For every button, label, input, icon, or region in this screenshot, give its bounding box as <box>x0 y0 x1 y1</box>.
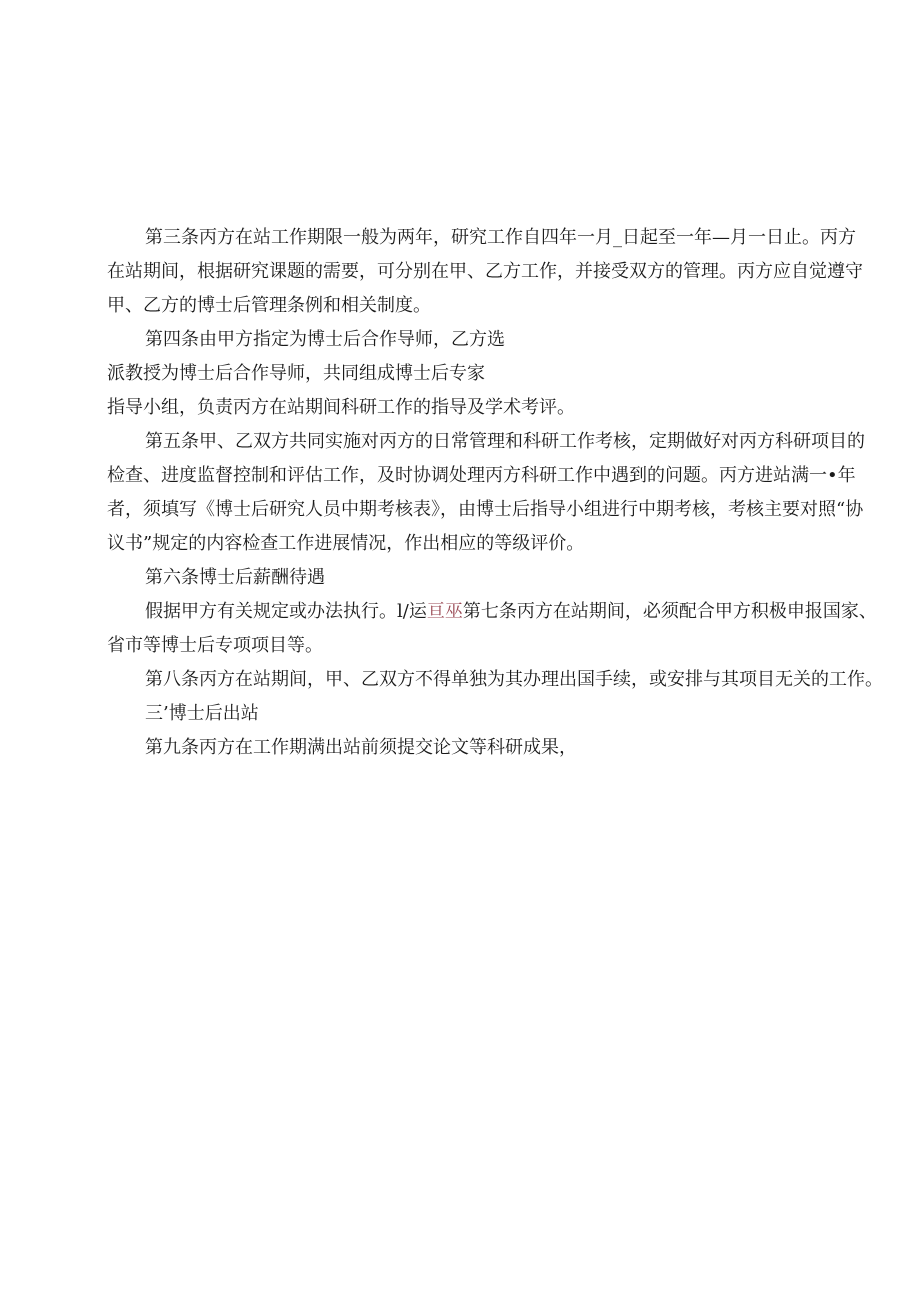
article-7-text: 第七条丙方在站期间，必须配合甲方积极申报国家、 <box>462 601 877 622</box>
article-8-line: 第八条丙方在站期间，甲、乙双方不得单独为其办理出国手续，或安排与其项目无关的工作。 <box>145 669 883 690</box>
article-3-line-1: 第三条丙方在站工作期限一般为两年，研究工作自四年一月_日起至一年—月一日止。丙方 <box>145 227 856 248</box>
article-4-line-2: 派教授为博士后合作导师，共同组成博士后专家 <box>107 363 485 384</box>
article-5-line-4: 议书”规定的内容检查工作进展情况，作出相应的等级评价。 <box>107 533 585 554</box>
document-body <box>107 226 887 770</box>
article-4-line-1: 第四条由甲方指定为博士后合作导师，乙方选 <box>145 329 505 350</box>
article-6-body-text: 假据甲方有关规定或办法执行。 <box>145 601 397 622</box>
article-5-line-1: 第五条甲、乙双方共同实施对丙方的日常管理和科研工作考核，定期做好对丙方科研项目的 <box>145 431 865 452</box>
article-3-line-3: 甲、乙方的博士后管理条例和相关制度。 <box>107 295 431 316</box>
ocr-artifact-text: l/运 <box>397 601 427 622</box>
article-5-line-3: 者，须填写《博士后研究人员中期考核表》，由博士后指导小组进行中期考核，考核主要对照“协 <box>107 499 864 520</box>
section-3-heading: 三’博士后出站 <box>145 703 259 724</box>
article-6-heading: 第六条博士后薪酬待遇 <box>145 567 325 588</box>
article-4-line-3: 指导小组，负责丙方在站期间科研工作的指导及学术考评。 <box>107 397 575 418</box>
article-9-line: 第九条丙方在工作期满出站前须提交论文等科研成果， <box>145 737 577 758</box>
article-5-line-2: 检查、进度监督控制和评估工作，及时协调处理丙方科研工作中遇到的问题。丙方进站满一•年 <box>107 465 856 486</box>
article-7-line-2: 省市等博士后专项项目等。 <box>107 635 323 656</box>
article-6-7-line <box>107 600 887 634</box>
article-3-line-2: 在站期间，根据研究课题的需要，可分别在甲、乙方工作，并接受双方的管理。丙方应自觉遵守 <box>107 261 863 282</box>
stamp-overlay-text: 亘巫 <box>426 601 463 622</box>
